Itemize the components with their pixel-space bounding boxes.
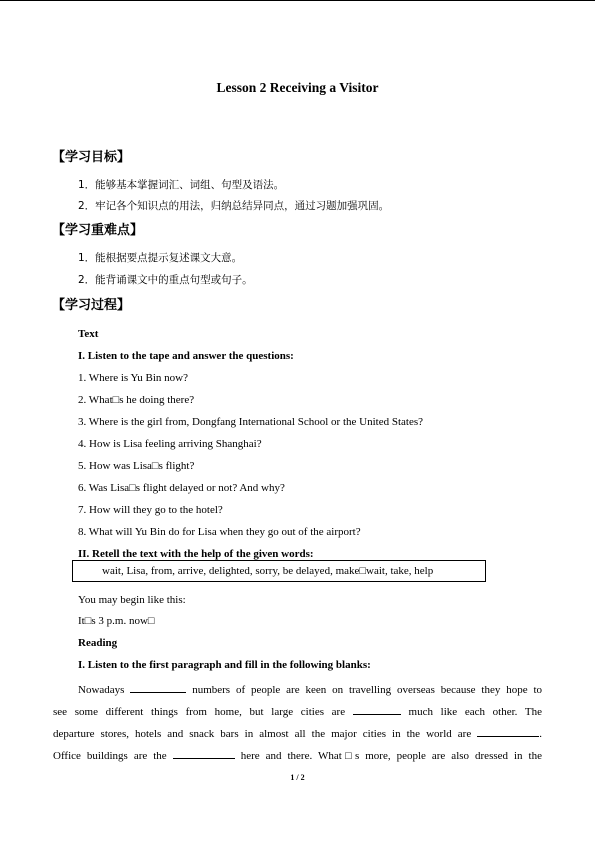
question-item: 6. Was Lisa□s flight delayed or not? And why? [78,482,285,494]
document-title: Lesson 2 Receiving a Visitor [216,80,379,95]
paragraph-line [53,703,542,718]
listening-task-heading: I. Listen to the tape and answer the questions: [78,350,294,362]
question-item: 4. How is Lisa feeling arriving Shanghai? [78,438,262,450]
given-words: wait, Lisa, from, arrive, delighted, sorry, be delayed, make□wait, take, help [102,565,434,577]
paragraph-line [53,681,542,696]
question-item: 8. What will Yu Bin do for Lisa when they go out of the airport? [78,526,361,538]
objective-item: 1．能够基本掌握词汇、词组、句型及语法。 [78,179,285,191]
fill-blank[interactable] [173,747,235,759]
paragraph-text: much like each other. The [408,706,543,718]
question-item: 2. What□s he doing there? [78,394,195,406]
question-item: 3. Where is the girl from, Dongfang International School or the United States? [78,416,423,428]
section-heading-objectives: 【学习目标】 [52,150,131,165]
begin-example: It□s 3 p.m. now□ [78,615,155,627]
paragraph-text: departure stores, hotels and snack bars in almost all the major cities in the world are [53,728,472,740]
question-item: 1. Where is Yu Bin now? [78,372,188,384]
page-number: 1 / 2 [290,773,305,782]
fill-blank[interactable] [477,725,539,737]
reading-task-heading: I. Listen to the first paragraph and fill in the following blanks: [78,659,371,671]
given-words-box [72,560,486,582]
header-rule [0,0,595,1]
question-item: 5. How was Lisa□s flight? [78,460,195,472]
paragraph-text: Office buildings are the [53,750,167,762]
difficulty-item: 1．能根据要点提示复述课文大意。 [78,252,243,264]
paragraph-text: see some different things from home, but large cities are [53,706,346,718]
paragraph-text: numbers of people are keen on travelling overseas because they hope to [192,684,543,696]
reading-heading: Reading [78,637,118,649]
paragraph-text: . [539,728,542,740]
paragraph-line [53,747,542,762]
paragraph-text: Nowadays [78,684,125,696]
text-heading: Text [78,328,99,340]
paragraph-text: here and there. What□s more, people are also dressed in the [240,750,542,762]
section-heading-process: 【学习过程】 [52,298,131,313]
objective-item: 2．牢记各个知识点的用法，归纳总结异同点，通过习题加强巩固。 [78,200,390,212]
retell-task-heading: II. Retell the text with the help of the given words: [78,548,314,560]
difficulty-item: 2．能背诵课文中的重点句型或句子。 [78,274,253,286]
fill-blank[interactable] [353,703,401,715]
begin-instruction: You may begin like this: [78,594,186,606]
fill-blank[interactable] [130,681,186,693]
paragraph-line [53,725,542,740]
question-item: 7. How will they go to the hotel? [78,504,223,516]
section-heading-difficulties: 【学习重难点】 [52,223,144,238]
